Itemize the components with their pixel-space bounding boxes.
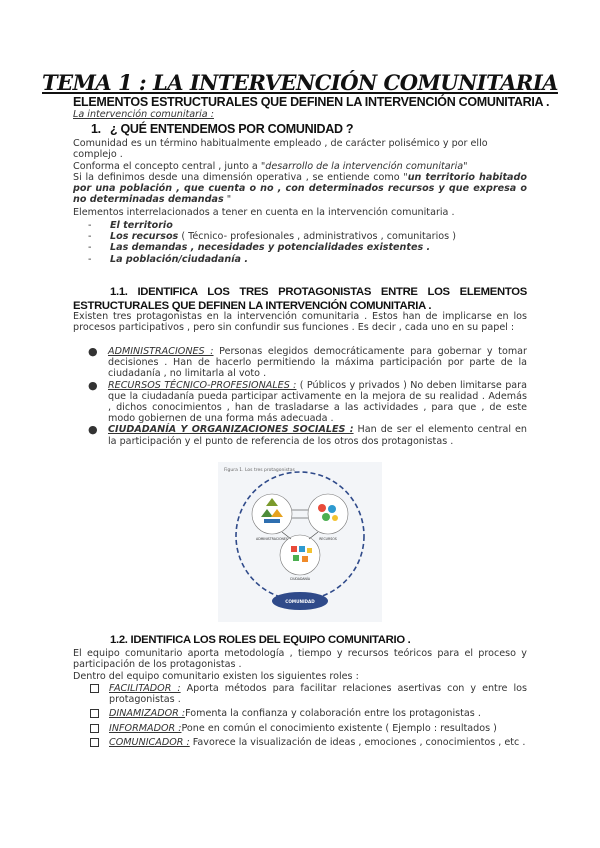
section-1-2-text: El equipo comunitario aporta metodología , tiempo y recursos teóricos para el proceso y participación de los protagonistas . <box>73 648 527 671</box>
checkbox[interactable] <box>90 724 99 733</box>
p2-end: " <box>463 161 468 172</box>
list-item: ● CIUDADANÍA Y ORGANIZACIONES SOCIALES : Han de ser el elemento central en la participación y el punto de referencia de los otros dos protagonistas . <box>88 423 527 447</box>
list-item: FACILITADOR : Aporta métodos para facilitar relaciones asertivas con y entre los protagonistas . <box>109 683 527 705</box>
paragraph-2 <box>73 161 527 172</box>
paragraph-1: Comunidad es un término habitualmente empleado , de carácter polisémico y por ello complejo . <box>73 138 488 161</box>
circle-ciudadania <box>280 535 320 575</box>
dash-list <box>88 220 530 265</box>
list-item: DINAMIZADOR :Fomenta la confianza y colaboración entre los protagonistas . <box>109 708 527 719</box>
subtitle: ELEMENTOS ESTRUCTURALES QUE DEFINEN LA INTERVENCIÓN COMUNITARIA . <box>73 95 550 109</box>
diagram-svg <box>218 462 382 622</box>
p3-definition: un territorio habitado por una población , que cuenta o no , con determinados recursos y que expresa o no determinadas demandas <box>73 172 527 206</box>
bullet-list <box>88 345 527 447</box>
list-item: ● RECURSOS TÉCNICO-PROFESIONALES : ( Públicos y privados ) No deben limitarse para que la ciudadanía pueda participar activamente en la mejora de su realidad . Además , dichos conocimientos , han de trasladarse a las actividades , para que , de este modo gobiernen de una forma más adecuada . <box>88 378 527 425</box>
list-item: - Los recursos ( Técnico- profesionales , administrativos , comunitarios ) <box>88 231 456 243</box>
label-comunidad: COMUNIDAD <box>285 599 315 604</box>
list-item: - Las demandas , necesidades y potencialidades existentes . <box>88 242 431 254</box>
q1-number: 1. <box>91 122 101 136</box>
q1-title: ¿ QUÉ ENTENDEMOS POR COMUNIDAD ? <box>110 122 354 136</box>
checkbox[interactable] <box>90 738 99 747</box>
p3-start: Si la definimos desde una dimensión operativa , se entiende como " <box>73 172 408 183</box>
roles-list <box>109 683 527 748</box>
checkbox[interactable] <box>90 684 99 693</box>
section-1-2-intro: Dentro del equipo comunitario existen los siguientes roles : <box>73 671 359 682</box>
diagram-caption: Figura 1. Los tres protagonistas <box>224 468 295 473</box>
paragraph-3 <box>73 172 527 206</box>
list-item: ● ADMINISTRACIONES : Personas elegidos democráticamente para gobernar y tomar decisiones . Han de hacerlo permitiendo la máxima participación por parte de la ciudadanía , no limitarla al voto . <box>88 345 527 380</box>
protagonists-diagram <box>218 462 382 622</box>
checkbox[interactable] <box>90 709 99 718</box>
paragraph-4: Elementos interrelacionados a tener en cuenta en la intervención comunitaria . <box>73 207 455 218</box>
p2-italic: desarrollo de la intervención comunitaria <box>265 161 464 172</box>
section-1-1-title: 1.1. IDENTIFICA LOS TRES PROTAGONISTAS ENTRE LOS ELEMENTOS ESTRUCTURALES QUE DEFINEN LA INTERVENCIÓN COMUNITARIA . <box>73 286 527 312</box>
list-item: COMUNICADOR : Favorece la visualización de ideas , emociones , conocimientos , etc . <box>109 737 527 748</box>
page-title: TEMA 1 : LA INTERVENCIÓN COMUNITARIA <box>42 70 558 95</box>
section-1-2-title: 1.2. IDENTIFICA LOS ROLES DEL EQUIPO COMUNITARIO . <box>110 634 411 646</box>
p2-start: Conforma el concepto central , junto a " <box>73 161 266 172</box>
list-item: INFORMADOR :Pone en común el conocimiento existente ( Ejemplo : resultados ) <box>109 723 527 734</box>
label-administraciones: ADMINISTRACIONES <box>256 537 288 541</box>
p3-end: " <box>223 194 232 206</box>
list-item: - La población/ciudadanía . <box>88 253 248 265</box>
label-ciudadania: CIUDADANÍA <box>289 577 311 581</box>
intro-link: La intervención comunitaria : <box>73 109 214 120</box>
list-item: - El territorio <box>88 220 173 231</box>
section-1-1-text: Existen tres protagonistas en la intervención comunitaria . Estos han de implicarse en los procesos participativos , pero sin confundir sus funciones . Es decir , cada uno en su papel : <box>73 311 527 334</box>
label-recursos: RECURSOS <box>319 537 337 541</box>
